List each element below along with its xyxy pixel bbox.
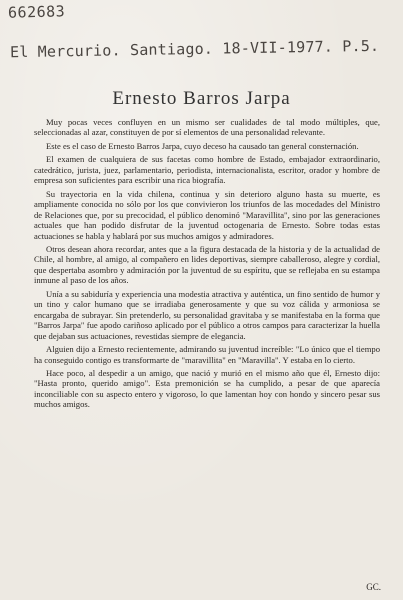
author-signature: GC. — [366, 582, 381, 592]
article-paragraph: Su trayectoria en la vida chilena, continua y sin deterioro alguno hasta su muerte, es ampliamente conocida no sólo por los que convivieron los triunfos de las mocedades del Ministro de Relaciones que, por su precocidad, el público denominó "Maravillita", sino por las generaciones actuales que han podido disfrutar de la juventud octogenaria de Ernesto. Sobre todas estas actuaciones se habla y hablará por sus muchos amigos y admiradores. — [34, 188, 380, 241]
article-title: Ernesto Barros Jarpa — [112, 88, 291, 109]
article-paragraph: Hace poco, al despedir a un amigo, que nació y murió en el mismo año que él, Ernesto dijo: "Hasta pronto, querido amigo". Esta premonición se ha cumplido, a pesar de que aparecía inconciliable con su aspecto entero y vigoroso, lo que lamentan hoy con hondo y sincero pesar sus muchos amigos. — [34, 367, 380, 410]
article-paragraph: Muy pocas veces confluyen en un mismo ser cualidades de tal modo múltiples, que, seleccionadas al azar, constituyen de por sí elementos de una personalidad relevante. — [34, 117, 380, 138]
article-body — [34, 117, 380, 413]
article-paragraph: Alguien dijo a Ernesto recientemente, admirando su juventud increíble: "Lo único que el tiempo ha conseguido contigo es transformarte de "maravillita" en "Maravilla". Y estaba en lo cierto. — [34, 344, 380, 365]
article-paragraph: Otros desean ahora recordar, antes que a la figura destacada de la historia y de la actualidad de Chile, al hombre, al amigo, al compañero en lides deportivas, siempre caballeroso, alegre y cordial, que despertaba asombro y admiración por la juventud de su espíritu, que se reflejaba en su estampa inmune al paso de los años. — [34, 243, 380, 286]
article-paragraph: Unía a su sabiduría y experiencia una modestia atractiva y auténtica, un fino sentido de humor y un tino y calor humano que se irradiaba generosamente y que su voz cálida y armoniosa se encargaba de subrayar. Sin pretenderlo, su personalidad gravitaba y se manifestaba en la forma que "Barros Jarpa" fue apodo cariñoso aplicado por el público a otros campos para caracterizar la huella que dejaban sus actuaciones, revestidas siempre de elegancia. — [34, 288, 380, 341]
handwritten-source-note: El Mercurio. Santiago. 18-VII-1977. P.5. — [9, 36, 380, 62]
handwritten-archive-number: 662683 — [7, 2, 66, 22]
article-paragraph: El examen de cualquiera de sus facetas como hombre de Estado, embajador extraordinario, catedrático, jurista, juez, parlamentario, periodista, internacionalista, escritor, orador y hombre de empresa son suficientes para escribir una rica biografía. — [34, 154, 380, 186]
article-paragraph: Este es el caso de Ernesto Barros Jarpa, cuyo deceso ha causado tan general consternación. — [46, 140, 359, 151]
